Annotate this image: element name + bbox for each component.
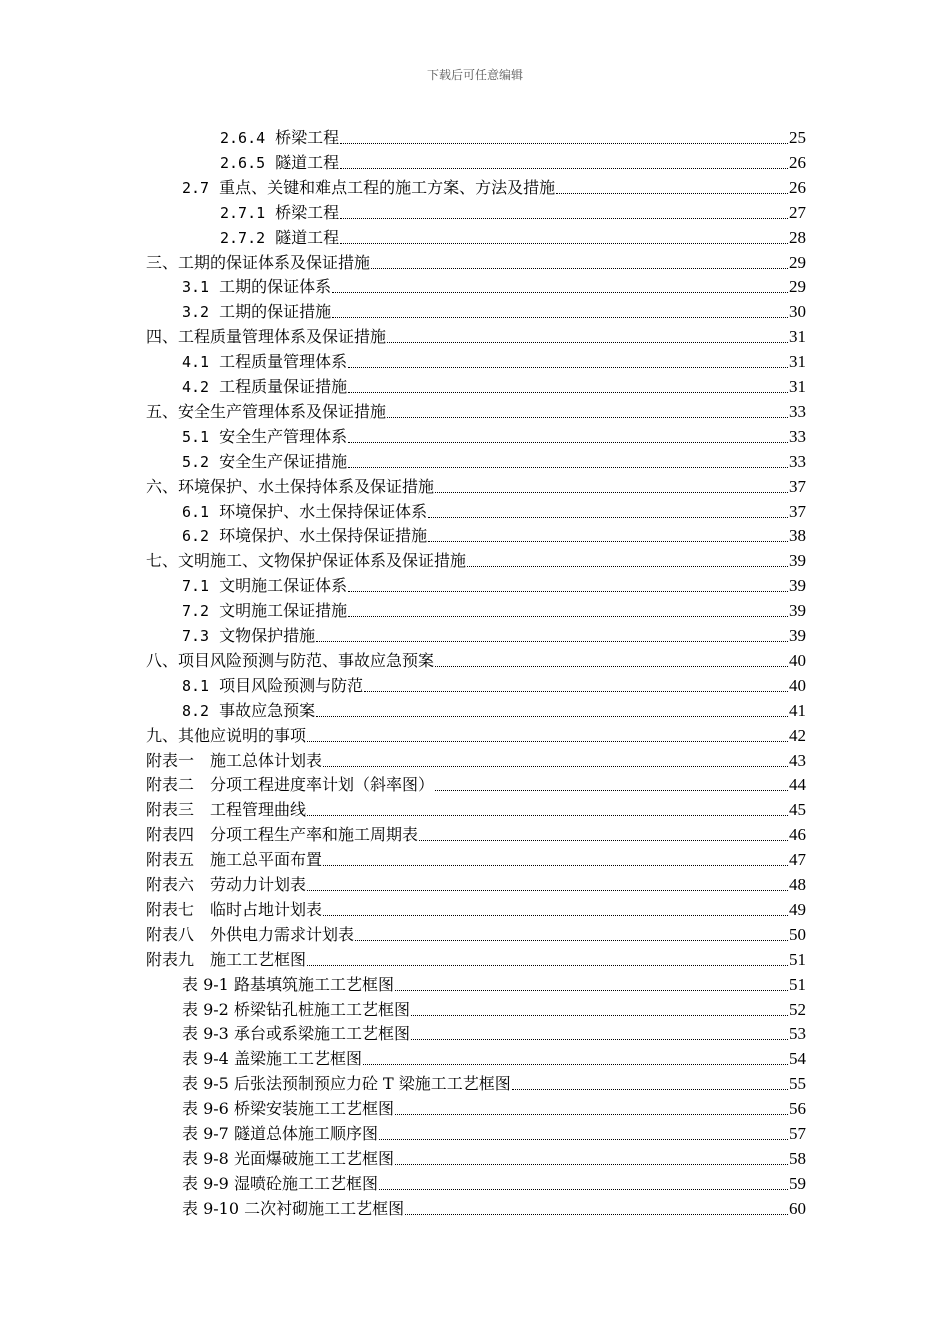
toc-entry[interactable] bbox=[182, 1170, 806, 1194]
toc-entry-page-number: 30 bbox=[789, 302, 806, 322]
toc-entry-title: 表 9-5 后张法预制预应力砼 T 梁施工工艺框图 bbox=[182, 1074, 511, 1094]
toc-entry-number: 7.2 bbox=[182, 602, 210, 621]
toc-entry-title: 八、项目风险预测与防范、事故应急预案 bbox=[146, 650, 435, 670]
toc-dot-leader bbox=[340, 217, 788, 219]
toc-entry-page-number: 31 bbox=[789, 352, 806, 372]
toc-dot-leader bbox=[379, 1188, 788, 1190]
toc-entry[interactable] bbox=[182, 373, 806, 397]
toc-dot-leader bbox=[363, 1063, 788, 1065]
toc-entry[interactable] bbox=[182, 1045, 806, 1069]
toc-entry-title: 附表二 分项工程进度率计划（斜率图） bbox=[146, 775, 435, 795]
toc-dot-leader bbox=[323, 914, 788, 916]
toc-entry-page-number: 51 bbox=[789, 974, 806, 994]
toc-entry-title: 附表八 外供电力需求计划表 bbox=[146, 924, 355, 944]
toc-dot-leader bbox=[348, 391, 788, 393]
toc-entry-title: 附表四 分项工程生产率和施工周期表 bbox=[146, 825, 419, 845]
toc-entry-page-number: 26 bbox=[789, 152, 806, 172]
toc-dot-leader bbox=[340, 167, 788, 169]
toc-dot-leader bbox=[307, 814, 788, 816]
toc-entry[interactable] bbox=[182, 273, 806, 297]
toc-entry-page-number: 40 bbox=[789, 675, 806, 695]
toc-entry-title: 表 9-3 承台或系梁施工工艺框图 bbox=[182, 1024, 410, 1044]
toc-entry-title: 隧道工程 bbox=[275, 152, 340, 172]
toc-entry-number: 7.1 bbox=[182, 577, 210, 596]
toc-entry-title: 表 9-9 湿喷砼施工工艺框图 bbox=[182, 1173, 378, 1193]
toc-dot-leader bbox=[387, 416, 788, 418]
toc-dot-leader bbox=[307, 964, 788, 966]
toc-entry-page-number: 39 bbox=[789, 626, 806, 645]
toc-entry-title: 安全生产保证措施 bbox=[219, 451, 348, 471]
toc-entry-page-number: 38 bbox=[789, 526, 806, 546]
toc-entry-title: 六、环境保护、水土保持体系及保证措施 bbox=[146, 476, 435, 496]
toc-entry[interactable] bbox=[182, 1145, 806, 1169]
toc-entry[interactable] bbox=[182, 348, 806, 372]
toc-entry-title: 文明施工保证体系 bbox=[219, 576, 348, 596]
toc-dot-leader bbox=[316, 715, 788, 717]
toc-entry-title: 桥梁工程 bbox=[275, 128, 340, 147]
toc-dot-leader bbox=[512, 1088, 788, 1090]
toc-entry[interactable] bbox=[220, 224, 806, 248]
toc-entry-title: 四、工程质量管理体系及保证措施 bbox=[146, 327, 387, 347]
toc-entry-page-number: 37 bbox=[789, 501, 806, 521]
toc-entry-title: 文明施工保证措施 bbox=[219, 601, 348, 621]
toc-entry-page-number: 60 bbox=[789, 1198, 806, 1218]
toc-entry[interactable] bbox=[182, 996, 806, 1020]
toc-entry-page-number: 53 bbox=[789, 1024, 806, 1044]
toc-entry-title: 表 9-2 桥梁钻孔桩施工工艺框图 bbox=[182, 999, 410, 1019]
toc-entry-page-number: 51 bbox=[789, 949, 806, 969]
toc-dot-leader bbox=[340, 142, 788, 144]
toc-dot-leader bbox=[411, 1038, 788, 1040]
toc-entry[interactable] bbox=[146, 398, 806, 422]
toc-entry-page-number: 40 bbox=[789, 650, 806, 670]
toc-dot-leader bbox=[405, 1213, 788, 1215]
toc-entry-number: 7.3 bbox=[182, 627, 210, 645]
toc-dot-leader bbox=[364, 690, 788, 692]
toc-dot-leader bbox=[323, 864, 788, 866]
toc-entry[interactable] bbox=[146, 921, 806, 945]
toc-entry[interactable] bbox=[146, 796, 806, 820]
toc-entry-page-number: 57 bbox=[789, 1124, 806, 1143]
toc-entry-title: 五、安全生产管理体系及保证措施 bbox=[146, 401, 387, 421]
toc-entry-number: 5.2 bbox=[182, 452, 210, 471]
toc-entry-page-number: 25 bbox=[789, 128, 806, 147]
toc-dot-leader bbox=[379, 1138, 788, 1140]
toc-entry-page-number: 39 bbox=[789, 601, 806, 621]
toc-entry-title: 环境保护、水土保持保证措施 bbox=[219, 526, 428, 546]
toc-dot-leader bbox=[316, 640, 788, 642]
toc-entry[interactable] bbox=[182, 423, 806, 447]
toc-entry[interactable] bbox=[182, 1070, 806, 1094]
toc-entry-title: 工期的保证措施 bbox=[219, 302, 332, 322]
toc-entry-title: 附表五 施工总平面布置 bbox=[146, 850, 323, 870]
toc-dot-leader bbox=[348, 615, 788, 617]
toc-entry-page-number: 37 bbox=[789, 476, 806, 496]
toc-dot-leader bbox=[348, 466, 788, 468]
toc-entry[interactable] bbox=[146, 747, 806, 771]
toc-entry[interactable] bbox=[146, 249, 806, 273]
toc-entry[interactable] bbox=[146, 771, 806, 795]
toc-dot-leader bbox=[395, 1163, 788, 1165]
toc-entry-page-number: 27 bbox=[789, 202, 806, 222]
toc-dot-leader bbox=[419, 839, 788, 841]
toc-entry-page-number: 50 bbox=[789, 924, 806, 944]
toc-entry[interactable] bbox=[182, 174, 806, 198]
toc-entry-title: 表 9-7 隧道总体施工顺序图 bbox=[182, 1124, 378, 1143]
toc-entry-number: 2.6.4 bbox=[220, 129, 266, 147]
toc-dot-leader bbox=[428, 540, 788, 542]
page-header-note: 下载后可任意编辑 bbox=[426, 68, 523, 82]
toc-entry-page-number: 39 bbox=[789, 551, 806, 571]
toc-entry[interactable] bbox=[182, 622, 806, 646]
toc-dot-leader bbox=[411, 1014, 788, 1016]
toc-dot-leader bbox=[395, 1113, 788, 1115]
toc-entry-title: 工程质量管理体系 bbox=[219, 352, 348, 372]
toc-entry-number: 4.1 bbox=[182, 353, 210, 372]
toc-entry[interactable] bbox=[182, 672, 806, 696]
toc-entry-title: 桥梁工程 bbox=[275, 202, 340, 222]
toc-entry-page-number: 39 bbox=[789, 576, 806, 596]
toc-entry-page-number: 31 bbox=[789, 377, 806, 396]
toc-entry-title: 事故应急预案 bbox=[219, 700, 316, 720]
toc-entry[interactable] bbox=[182, 522, 806, 546]
toc-dot-leader bbox=[307, 740, 788, 742]
toc-entry-page-number: 33 bbox=[789, 451, 806, 471]
toc-dot-leader bbox=[332, 291, 788, 293]
toc-entry-page-number: 54 bbox=[789, 1049, 806, 1069]
toc-entry-page-number: 28 bbox=[789, 227, 806, 247]
toc-entry[interactable] bbox=[182, 697, 806, 721]
toc-entry-number: 6.2 bbox=[182, 527, 210, 546]
toc-entry[interactable] bbox=[182, 1120, 806, 1144]
toc-entry-number: 6.1 bbox=[182, 502, 210, 521]
toc-entry[interactable] bbox=[146, 821, 806, 845]
toc-entry-number: 8.2 bbox=[182, 701, 210, 720]
toc-entry-page-number: 44 bbox=[789, 775, 806, 795]
toc-entry-title: 附表七 临时占地计划表 bbox=[146, 899, 323, 919]
toc-entry-title: 工程质量保证措施 bbox=[219, 377, 348, 396]
toc-entry-page-number: 55 bbox=[789, 1074, 806, 1094]
toc-entry-title: 表 9-4 盖梁施工工艺框图 bbox=[182, 1049, 362, 1069]
toc-dot-leader bbox=[348, 366, 788, 368]
toc-dot-leader bbox=[435, 665, 788, 667]
toc-entry-title: 工期的保证体系 bbox=[219, 277, 332, 297]
toc-entry-title: 七、文明施工、文物保护保证体系及保证措施 bbox=[146, 551, 467, 571]
toc-dot-leader bbox=[323, 765, 788, 767]
toc-entry[interactable] bbox=[182, 298, 806, 322]
toc-dot-leader bbox=[355, 939, 788, 941]
toc-entry[interactable] bbox=[220, 199, 806, 223]
toc-entry-page-number: 42 bbox=[789, 725, 806, 745]
toc-entry-title: 隧道工程 bbox=[275, 227, 340, 247]
toc-entry-title: 表 9-6 桥梁安装施工工艺框图 bbox=[182, 1099, 394, 1119]
toc-entry-number: 4.2 bbox=[182, 378, 210, 396]
toc-entry-title: 附表九 施工工艺框图 bbox=[146, 949, 307, 969]
toc-entry-number: 2.7 bbox=[182, 178, 210, 197]
toc-entry-title: 附表一 施工总体计划表 bbox=[146, 750, 323, 770]
toc-entry-page-number: 43 bbox=[789, 750, 806, 770]
toc-entry[interactable] bbox=[182, 448, 806, 472]
toc-entry-page-number: 29 bbox=[789, 252, 806, 272]
toc-entry-title: 三、工期的保证体系及保证措施 bbox=[146, 252, 371, 272]
toc-entry[interactable] bbox=[146, 722, 806, 746]
toc-dot-leader bbox=[332, 316, 788, 318]
toc-entry[interactable] bbox=[220, 149, 806, 173]
toc-entry-page-number: 52 bbox=[789, 999, 806, 1019]
toc-entry-number: 2.7.2 bbox=[220, 228, 266, 247]
toc-dot-leader bbox=[371, 267, 788, 269]
toc-entry-page-number: 29 bbox=[789, 277, 806, 297]
toc-entry[interactable] bbox=[182, 597, 806, 621]
toc-entry-title: 表 9-1 路基填筑施工工艺框图 bbox=[182, 974, 394, 994]
toc-dot-leader bbox=[387, 341, 788, 343]
toc-dot-leader bbox=[307, 889, 788, 891]
toc-entry[interactable] bbox=[146, 647, 806, 671]
toc-entry-title: 重点、关键和难点工程的施工方案、方法及措施 bbox=[219, 177, 556, 197]
toc-entry-title: 九、其他应说明的事项 bbox=[146, 725, 307, 745]
toc-entry[interactable] bbox=[146, 846, 806, 870]
toc-entry[interactable] bbox=[146, 473, 806, 497]
toc-entry-number: 3.1 bbox=[182, 278, 210, 297]
toc-entry-page-number: 31 bbox=[789, 327, 806, 347]
toc-dot-leader bbox=[556, 192, 788, 194]
toc-entry[interactable] bbox=[146, 896, 806, 920]
toc-entry[interactable] bbox=[182, 572, 806, 596]
toc-entry-page-number: 47 bbox=[789, 850, 806, 870]
toc-entry[interactable] bbox=[220, 124, 806, 148]
toc-entry-page-number: 58 bbox=[789, 1148, 806, 1168]
toc-entry-page-number: 46 bbox=[789, 825, 806, 845]
toc-dot-leader bbox=[395, 989, 788, 991]
toc-entry-page-number: 48 bbox=[789, 875, 806, 894]
toc-entry-title: 附表六 劳动力计划表 bbox=[146, 875, 307, 894]
toc-entry[interactable] bbox=[146, 871, 806, 895]
toc-entry-title: 表 9-8 光面爆破施工工艺框图 bbox=[182, 1148, 394, 1168]
toc-entry-title: 附表三 工程管理曲线 bbox=[146, 800, 307, 820]
toc-dot-leader bbox=[348, 590, 788, 592]
toc-entry-page-number: 45 bbox=[789, 800, 806, 820]
toc-entry-page-number: 59 bbox=[789, 1173, 806, 1193]
toc-entry[interactable] bbox=[182, 1195, 806, 1219]
toc-dot-leader bbox=[467, 565, 788, 567]
toc-dot-leader bbox=[340, 242, 788, 244]
toc-entry[interactable] bbox=[182, 1020, 806, 1044]
toc-dot-leader bbox=[428, 516, 788, 518]
toc-entry-title: 安全生产管理体系 bbox=[219, 426, 348, 446]
toc-entry-page-number: 41 bbox=[789, 700, 806, 720]
toc-entry-title: 项目风险预测与防范 bbox=[219, 675, 364, 695]
toc-entry-page-number: 26 bbox=[789, 177, 806, 197]
toc-entry-title: 环境保护、水土保持保证体系 bbox=[219, 501, 428, 521]
toc-entry[interactable] bbox=[146, 946, 806, 970]
toc-entry[interactable] bbox=[182, 498, 806, 522]
toc-entry-number: 2.6.5 bbox=[220, 153, 266, 172]
toc-entry[interactable] bbox=[182, 971, 806, 995]
toc-entry-number: 5.1 bbox=[182, 427, 210, 446]
toc-entry-title: 文物保护措施 bbox=[219, 626, 316, 645]
toc-entry-number: 2.7.1 bbox=[220, 203, 266, 222]
toc-entry-page-number: 56 bbox=[789, 1099, 806, 1119]
toc-entry-page-number: 33 bbox=[789, 401, 806, 421]
toc-entry-number: 3.2 bbox=[182, 303, 210, 322]
toc-dot-leader bbox=[435, 491, 788, 493]
toc-entry-title: 表 9-10 二次衬砌施工工艺框图 bbox=[182, 1198, 405, 1218]
toc-entry-page-number: 33 bbox=[789, 426, 806, 446]
toc-entry[interactable] bbox=[146, 547, 806, 571]
toc-dot-leader bbox=[348, 441, 788, 443]
toc-entry-number: 8.1 bbox=[182, 676, 210, 695]
toc-entry[interactable] bbox=[146, 323, 806, 347]
toc-entry[interactable] bbox=[182, 1095, 806, 1119]
toc-entry-page-number: 49 bbox=[789, 899, 806, 919]
toc-dot-leader bbox=[435, 789, 788, 791]
